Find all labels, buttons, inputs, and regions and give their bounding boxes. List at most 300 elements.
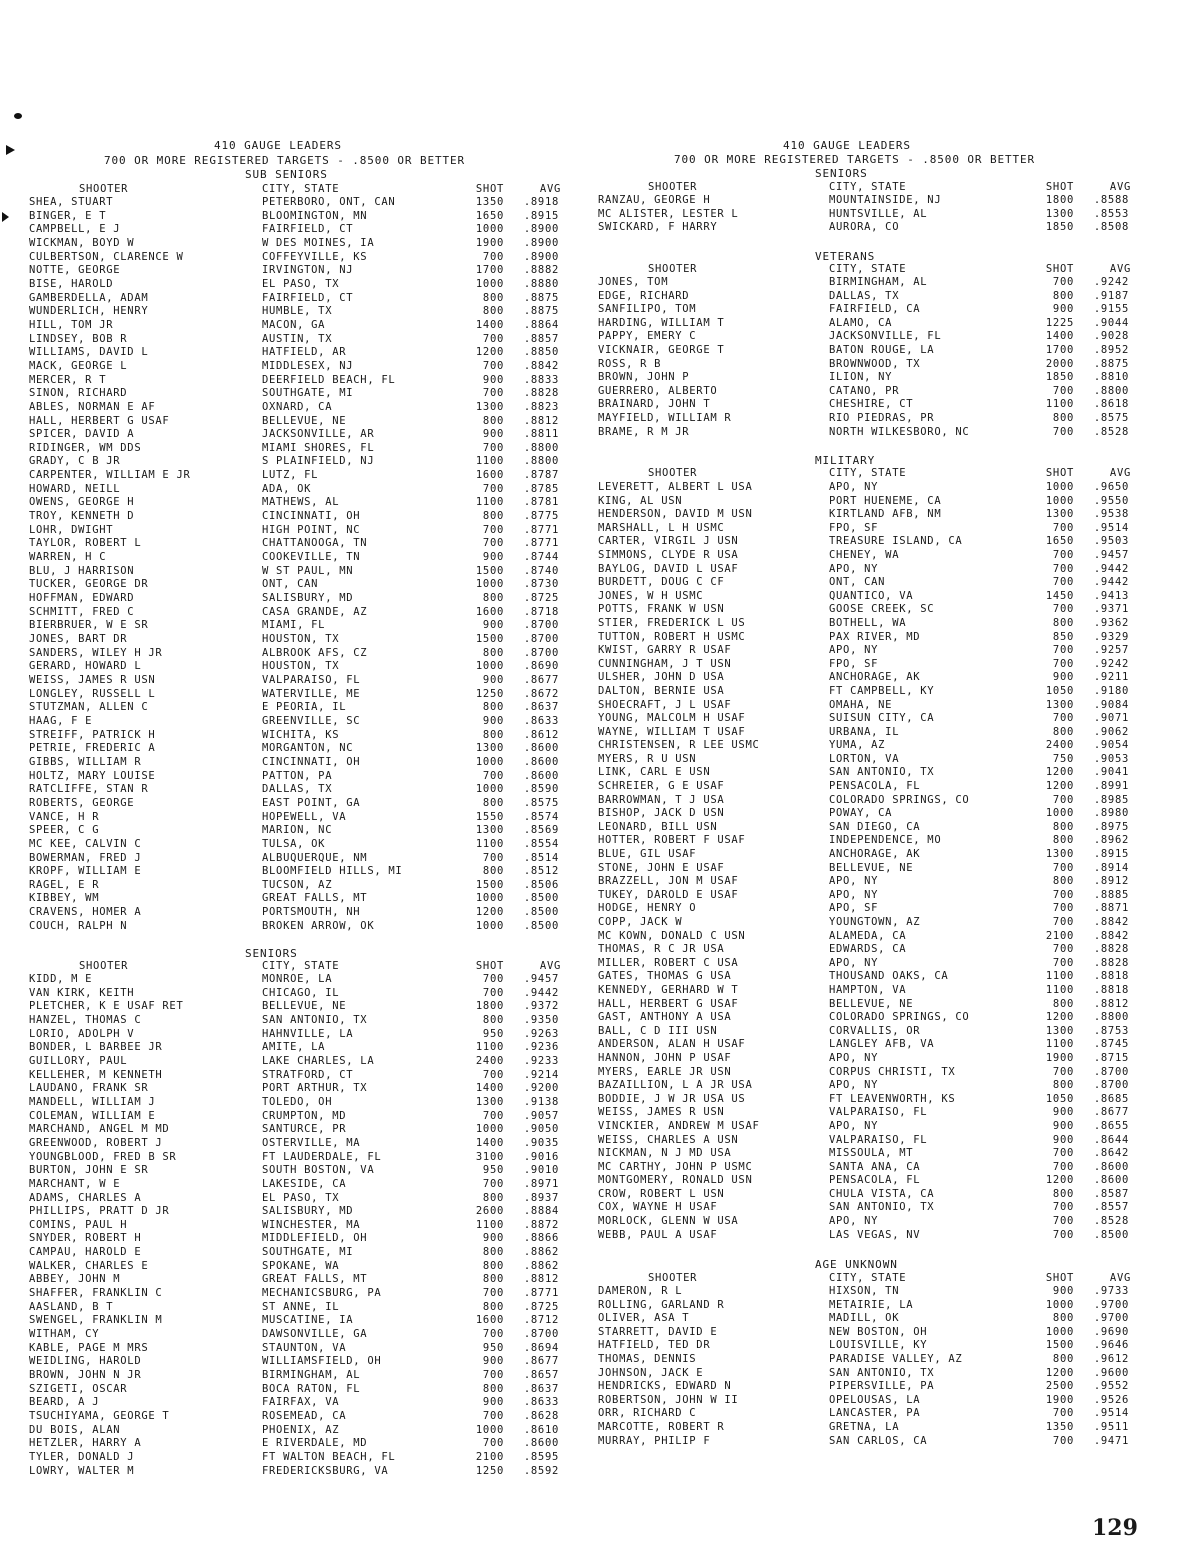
shooter-city: OSTERVILLE, MA (262, 1136, 361, 1149)
shooter-city: AUSTIN, TX (262, 332, 333, 345)
shooter-avg: .8600 (523, 755, 559, 768)
shooter-avg: .9362 (1093, 616, 1129, 629)
shooter-name: MERCER, R T (29, 373, 107, 386)
shooter-city: APO, NY (829, 875, 879, 888)
shooter-name: HATFIELD, TED DR (598, 1339, 711, 1352)
shooter-city: CASA GRANDE, AZ (262, 605, 368, 618)
shooter-city: VALPARAISO, FL (262, 673, 361, 686)
shooter-city: OXNARD, CA (262, 400, 333, 413)
shooter-avg: .8600 (1093, 1174, 1129, 1187)
column-header-avg: AVG (1109, 263, 1131, 275)
shooter-shot: 1500 (475, 878, 504, 891)
table-row (600, 1188, 1200, 1202)
shooter-shot: 1200 (1045, 1011, 1074, 1024)
column-header-avg: AVG (539, 960, 561, 972)
table-row (600, 875, 1200, 889)
shooter-avg: .9138 (523, 1095, 559, 1108)
shooter-city: SAN ANTONIO, TX (829, 1366, 935, 1379)
shooter-avg: .8850 (523, 346, 559, 359)
shooter-name: COX, WAYNE H USAF (598, 1201, 718, 1214)
shooter-shot: 800 (1052, 1187, 1074, 1200)
table-row (600, 1079, 1200, 1093)
shooter-shot: 1000 (475, 223, 504, 236)
table-row (600, 221, 1200, 235)
shooter-shot: 700 (482, 1177, 504, 1190)
shooter-city: APO, NY (829, 888, 879, 901)
table-row (0, 838, 600, 852)
shooter-city: WICHITA, KS (262, 728, 340, 741)
table-row (600, 576, 1200, 590)
shooter-city: FPO, SF (829, 657, 879, 670)
table-row (600, 984, 1200, 998)
shooter-avg: .9646 (1093, 1339, 1129, 1352)
shooter-name: GAMBERDELLA, ADAM (29, 291, 149, 304)
shooter-name: THOMAS, DENNIS (598, 1352, 697, 1365)
shooter-avg: .8655 (1093, 1119, 1129, 1132)
shooter-shot: 800 (482, 646, 504, 659)
shooter-name: WAYNE, WILLIAM T USAF (598, 725, 746, 738)
shooter-avg: .8500 (523, 892, 559, 905)
shooter-city: EDWARDS, CA (829, 943, 907, 956)
shooter-shot: 1000 (475, 277, 504, 290)
shooter-avg: .8818 (1093, 983, 1129, 996)
shooter-city: ALAMEDA, CA (829, 929, 907, 942)
shooter-name: PLETCHER, K E USAF RET (29, 1000, 184, 1013)
shooter-city: INDEPENDENCE, MO (829, 834, 942, 847)
shooter-shot: 800 (1052, 1352, 1074, 1365)
table-row (0, 688, 600, 702)
table-row (600, 794, 1200, 808)
shooter-avg: .8694 (523, 1341, 559, 1354)
table-row (0, 551, 600, 565)
table-row (600, 617, 1200, 631)
shooter-avg: .9329 (1093, 630, 1129, 643)
shooter-avg: .8528 (1093, 425, 1129, 438)
shooter-city: CHICAGO, IL (262, 986, 340, 999)
table-row (0, 346, 600, 360)
shooter-city: NORTH WILKESBORO, NC (829, 425, 970, 438)
shooter-shot: 900 (482, 1355, 504, 1368)
shooter-name: MACK, GEORGE L (29, 359, 128, 372)
table-row (0, 852, 600, 866)
table-row (0, 674, 600, 688)
shooter-city: ALBROOK AFS, CZ (262, 646, 368, 659)
table-row (0, 1437, 600, 1451)
shooter-shot: 900 (482, 428, 504, 441)
page-subtitle: 700 OR MORE REGISTERED TARGETS - .8500 OR BETTER (674, 153, 1036, 166)
shooter-avg: .8592 (523, 1464, 559, 1477)
shooter-avg: .8690 (523, 660, 559, 673)
shooter-shot: 1500 (475, 564, 504, 577)
shooter-name: ROBERTS, GEORGE (29, 796, 135, 809)
shooter-name: DALTON, BERNIE USA (598, 684, 725, 697)
column-header-shooter: SHOOTER (648, 263, 698, 275)
table-row (0, 619, 600, 633)
shooter-city: MACON, GA (262, 318, 326, 331)
shooter-avg: .9371 (1093, 603, 1129, 616)
shooter-city: HATFIELD, AR (262, 346, 347, 359)
shooter-avg: .9233 (523, 1054, 559, 1067)
table-row (0, 1192, 600, 1206)
shooter-avg: .9155 (1093, 303, 1129, 316)
table-row (600, 495, 1200, 509)
shooter-name: CULBERTSON, CLARENCE W (29, 250, 184, 263)
shooter-avg: .9010 (523, 1164, 559, 1177)
shooter-city: DAWSONVILLE, GA (262, 1328, 368, 1341)
shooter-name: BAZAILLION, L A JR USA (598, 1079, 753, 1092)
shooter-shot: 800 (482, 510, 504, 523)
table-row (0, 333, 600, 347)
table-row (600, 780, 1200, 794)
table-row (600, 998, 1200, 1012)
shooter-shot: 700 (482, 523, 504, 536)
shooter-avg: .8500 (523, 906, 559, 919)
shooter-shot: 700 (482, 1410, 504, 1422)
shooter-avg: .8528 (1093, 1215, 1129, 1228)
shooter-shot: 800 (1052, 875, 1074, 888)
shooter-avg: .9350 (523, 1013, 559, 1026)
shooter-name: KROPF, WILLIAM E (29, 865, 142, 878)
shooter-avg: .8574 (523, 810, 559, 823)
shooter-shot: 800 (1052, 834, 1074, 847)
shooter-city: TOLEDO, OH (262, 1095, 333, 1108)
table-row (0, 196, 600, 210)
page-number: 129 (1092, 1515, 1138, 1541)
shooter-avg: .8871 (1093, 902, 1129, 915)
shooter-shot: 900 (1052, 303, 1074, 316)
shooter-name: TUTTON, ROBERT H USMC (598, 630, 746, 643)
shooter-shot: 700 (482, 1287, 504, 1300)
table-row (0, 879, 600, 893)
shooter-city: SOUTH BOSTON, VA (262, 1164, 375, 1177)
shooter-name: SWENGEL, FRANKLIN M (29, 1314, 163, 1327)
shooter-city: TULSA, OK (262, 837, 326, 850)
shooter-name: NOTTE, GEORGE (29, 264, 121, 277)
table-row (600, 1299, 1200, 1313)
shooter-shot: 1250 (475, 1464, 504, 1477)
table-row (0, 987, 600, 1001)
table-row (600, 481, 1200, 495)
table-row (600, 522, 1200, 536)
shooter-city: CORPUS CHRISTI, TX (829, 1065, 956, 1078)
shooter-name: COPP, JACK W (598, 916, 683, 928)
shooter-list (0, 196, 600, 933)
shooter-shot: 1050 (1045, 684, 1074, 697)
shooter-shot: 800 (1052, 725, 1074, 738)
shooter-name: ABLES, NORMAN E AF (29, 400, 156, 413)
table-row (0, 1041, 600, 1055)
shooter-avg: .8610 (523, 1423, 559, 1436)
shooter-city: GOOSE CREEK, SC (829, 603, 935, 616)
shooter-shot: 700 (1052, 276, 1074, 288)
shooter-avg: .8700 (523, 646, 559, 659)
shooter-city: ONT, CAN (262, 578, 319, 591)
shooter-city: STRATFORD, CT (262, 1068, 354, 1081)
shooter-avg: .8915 (523, 209, 559, 222)
shooter-name: RIDINGER, WM DDS (29, 441, 142, 454)
shooter-avg: .8512 (523, 865, 559, 878)
shooter-name: YOUNGBLOOD, FRED B SR (29, 1150, 177, 1163)
shooter-city: W ST PAUL, MN (262, 564, 354, 577)
shooter-city: W DES MOINES, IA (262, 236, 375, 249)
shooter-name: WARREN, H C (29, 551, 107, 564)
shooter-name: SCHREIER, G E USAF (598, 780, 725, 793)
shooter-shot: 1900 (1045, 1051, 1074, 1064)
shooter-name: BALL, C D III USN (598, 1024, 718, 1037)
table-row (600, 862, 1200, 876)
shooter-city: AMITE, LA (262, 1041, 326, 1054)
shooter-avg: .8842 (523, 359, 559, 372)
table-row (0, 1151, 600, 1165)
shooter-name: RATCLIFFE, STAN R (29, 783, 149, 796)
shooter-name: EDGE, RICHARD (598, 289, 690, 302)
shooter-shot: 700 (1052, 1228, 1074, 1241)
table-row (0, 1178, 600, 1192)
shooter-city: PETERBORO, ONT, CAN (262, 196, 396, 208)
shooter-avg: .9180 (1093, 684, 1129, 697)
table-row (600, 685, 1200, 699)
shooter-avg: .8644 (1093, 1133, 1129, 1146)
shooter-avg: .9084 (1093, 698, 1129, 711)
shooter-shot: 800 (482, 1382, 504, 1395)
shooter-shot: 1100 (1045, 970, 1074, 983)
shooter-name: MONTGOMERY, RONALD USN (598, 1174, 753, 1187)
shooter-shot: 700 (482, 1437, 504, 1450)
shooter-avg: .9028 (1093, 330, 1129, 343)
shooter-shot: 750 (1052, 752, 1074, 765)
shooter-name: TUCKER, GEORGE DR (29, 578, 149, 591)
table-row (600, 1407, 1200, 1421)
page-title: 410 GAUGE LEADERS (783, 139, 911, 152)
shooter-shot: 700 (1052, 1434, 1074, 1447)
shooter-shot: 800 (1052, 1312, 1074, 1325)
shooter-shot: 2600 (475, 1205, 504, 1218)
shooter-avg: .9242 (1093, 657, 1129, 670)
shooter-shot: 1300 (1045, 207, 1074, 220)
shooter-avg: .8600 (1093, 1160, 1129, 1173)
table-row (0, 1164, 600, 1178)
table-row (0, 892, 600, 906)
shooter-shot: 1550 (475, 810, 504, 823)
shooter-avg: .8866 (523, 1232, 559, 1245)
shooter-name: YOUNG, MALCOLM H USAF (598, 712, 746, 725)
shooter-avg: .8800 (1093, 384, 1129, 397)
shooter-city: BELLEVUE, NE (829, 861, 914, 874)
table-row (0, 264, 600, 278)
shooter-avg: .8857 (523, 332, 559, 345)
shooter-shot: 1500 (475, 633, 504, 645)
shooter-shot: 800 (1052, 289, 1074, 302)
shooter-city: SAN ANTONIO, TX (829, 1201, 935, 1214)
shooter-city: S PLAINFIELD, NJ (262, 455, 375, 468)
table-row (600, 290, 1200, 304)
shooter-shot: 900 (1052, 1106, 1074, 1119)
shooter-name: CAMPAU, HAROLD E (29, 1246, 142, 1259)
shooter-avg: .8885 (1093, 888, 1129, 901)
shooter-city: LANGLEY AFB, VA (829, 1038, 935, 1051)
shooter-avg: .8880 (523, 277, 559, 290)
shooter-name: COLEMAN, WILLIAM E (29, 1109, 156, 1122)
table-row (0, 401, 600, 415)
shooter-shot: 700 (482, 387, 504, 400)
shooter-city: BLOOMFIELD HILLS, MI (262, 865, 403, 878)
shooter-city: CHATTANOOGA, TN (262, 537, 368, 550)
shooter-avg: .9054 (1093, 739, 1129, 752)
column-header-avg: AVG (1109, 1272, 1131, 1284)
table-row (0, 415, 600, 429)
shooter-city: APO, SF (829, 902, 879, 915)
shooter-name: HOWARD, NEILL (29, 482, 121, 495)
shooter-name: KIDD, M E (29, 973, 93, 985)
table-row (600, 1353, 1200, 1367)
scan-mark-arrow (6, 145, 15, 155)
shooter-shot: 1400 (475, 1136, 504, 1149)
column-header-city: CITY, STATE (829, 1272, 907, 1284)
shooter-name: HODGE, HENRY O (598, 902, 697, 915)
shooter-avg: .8833 (523, 373, 559, 386)
shooter-avg: .8700 (1093, 1065, 1129, 1078)
shooter-city: HOUSTON, TX (262, 660, 340, 673)
shooter-shot: 1100 (475, 837, 504, 850)
shooter-shot: 800 (482, 1300, 504, 1313)
table-row (0, 1465, 600, 1479)
shooter-name: BRAINARD, JOHN T (598, 398, 711, 411)
shooter-shot: 900 (482, 1396, 504, 1409)
shooter-shot: 1100 (1045, 983, 1074, 996)
shooter-city: MONROE, LA (262, 973, 333, 985)
table-row (0, 374, 600, 388)
shooter-shot: 700 (482, 973, 504, 985)
shooter-city: JACKSONVILLE, AR (262, 428, 375, 441)
shooter-name: MAYFIELD, WILLIAM R (598, 411, 732, 424)
table-row (0, 1301, 600, 1315)
shooter-city: FAIRFIELD, CT (262, 291, 354, 304)
column-header-shot: SHOT (475, 183, 504, 195)
shooter-city: FT WALTON BEACH, FL (262, 1450, 396, 1463)
shooter-name: KIBBEY, WM (29, 892, 100, 905)
shooter-avg: .8740 (523, 564, 559, 577)
table-row (600, 535, 1200, 549)
shooter-avg: .8700 (523, 633, 559, 645)
shooter-avg: .8700 (523, 1328, 559, 1341)
scan-mark-dot (14, 113, 22, 119)
shooter-name: CUNNINGHAM, J T USN (598, 657, 732, 670)
shooter-city: APO, NY (829, 644, 879, 657)
shooter-avg: .9257 (1093, 644, 1129, 657)
shooter-shot: 1300 (475, 400, 504, 413)
shooter-shot: 1200 (1045, 1366, 1074, 1379)
shooter-shot: 1000 (475, 892, 504, 905)
column-header-shooter: SHOOTER (648, 467, 698, 479)
shooter-city: MIDDLEFIELD, OH (262, 1232, 368, 1245)
shooter-shot: 1900 (475, 236, 504, 249)
shooter-shot: 800 (1052, 820, 1074, 833)
shooter-shot: 800 (1052, 1079, 1074, 1092)
shooter-avg: .9442 (1093, 562, 1129, 575)
shooter-shot: 900 (482, 551, 504, 564)
shooter-shot: 1850 (1045, 371, 1074, 384)
shooter-name: SANDERS, WILEY H JR (29, 646, 163, 659)
shooter-avg: .8900 (523, 223, 559, 236)
shooter-name: ULSHER, JOHN D USA (598, 671, 725, 684)
shooter-name: WUNDERLICH, HENRY (29, 305, 149, 318)
shooter-city: HUMBLE, TX (262, 305, 333, 318)
shooter-avg: .9236 (523, 1041, 559, 1054)
shooter-shot: 700 (482, 537, 504, 550)
table-row (600, 726, 1200, 740)
shooter-shot: 1000 (475, 1423, 504, 1436)
shooter-shot: 1900 (1045, 1393, 1074, 1406)
shooter-shot: 700 (482, 769, 504, 782)
shooter-list (0, 973, 600, 1478)
table-row (600, 426, 1200, 440)
shooter-city: APO, NY (829, 956, 879, 969)
shooter-name: BROWN, JOHN P (598, 371, 690, 384)
shooter-shot: 1650 (1045, 535, 1074, 548)
shooter-shot: 700 (1052, 793, 1074, 806)
shooter-city: FT LAUDERDALE, FL (262, 1150, 382, 1163)
table-row (0, 1014, 600, 1028)
shooter-avg: .8900 (523, 250, 559, 263)
shooter-city: WINCHESTER, MA (262, 1218, 361, 1231)
shooter-name: NICKMAN, N J MD USA (598, 1147, 732, 1160)
shooter-city: SPOKANE, WA (262, 1259, 340, 1272)
column-header-shot: SHOT (1045, 1272, 1074, 1284)
shooter-avg: .9062 (1093, 725, 1129, 738)
shooter-city: CHESHIRE, CT (829, 398, 914, 411)
table-row (600, 671, 1200, 685)
shooter-avg: .8628 (523, 1410, 559, 1422)
shooter-name: THOMAS, R C JR USA (598, 943, 725, 956)
shooter-avg: .8595 (523, 1450, 559, 1463)
shooter-city: ADA, OK (262, 482, 312, 495)
shooter-list (600, 1285, 1200, 1448)
shooter-name: BRAME, R M JR (598, 425, 690, 438)
shooter-city: COLORADO SPRINGS, CO (829, 793, 970, 806)
table-row (0, 906, 600, 920)
shooter-shot: 700 (482, 332, 504, 345)
shooter-city: HAMPTON, VA (829, 983, 907, 996)
shooter-city: EL PASO, TX (262, 277, 340, 290)
shooter-shot: 700 (1052, 1215, 1074, 1228)
shooter-city: APO, NY (829, 562, 879, 575)
shooter-shot: 1300 (475, 742, 504, 755)
table-row (0, 756, 600, 770)
shooter-name: MC KOWN, DONALD C USN (598, 929, 746, 942)
shooter-name: CARPENTER, WILLIAM E JR (29, 469, 191, 482)
shooter-avg: .9471 (1093, 1434, 1129, 1447)
table-row (600, 549, 1200, 563)
shooter-name: BONDER, L BARBEE JR (29, 1041, 163, 1054)
table-row (0, 973, 600, 987)
shooter-city: FT LEAVENWORTH, KS (829, 1092, 956, 1105)
shooter-shot: 700 (1052, 521, 1074, 534)
table-row (0, 428, 600, 442)
shooter-name: BRAZZELL, JON M USAF (598, 875, 739, 888)
table-row (600, 1093, 1200, 1107)
shooter-name: SANFILIPO, TOM (598, 303, 697, 316)
shooter-avg: .9214 (523, 1068, 559, 1081)
shooter-shot: 700 (482, 482, 504, 495)
shooter-shot: 1000 (475, 783, 504, 796)
table-row (0, 360, 600, 374)
shooter-shot: 900 (1052, 671, 1074, 684)
table-row (0, 305, 600, 319)
section-heading: SENIORS (245, 947, 298, 960)
shooter-avg: .9538 (1093, 508, 1129, 521)
shooter-name: WEISS, JAMES R USN (29, 673, 156, 686)
shooter-shot: 850 (1052, 630, 1074, 643)
